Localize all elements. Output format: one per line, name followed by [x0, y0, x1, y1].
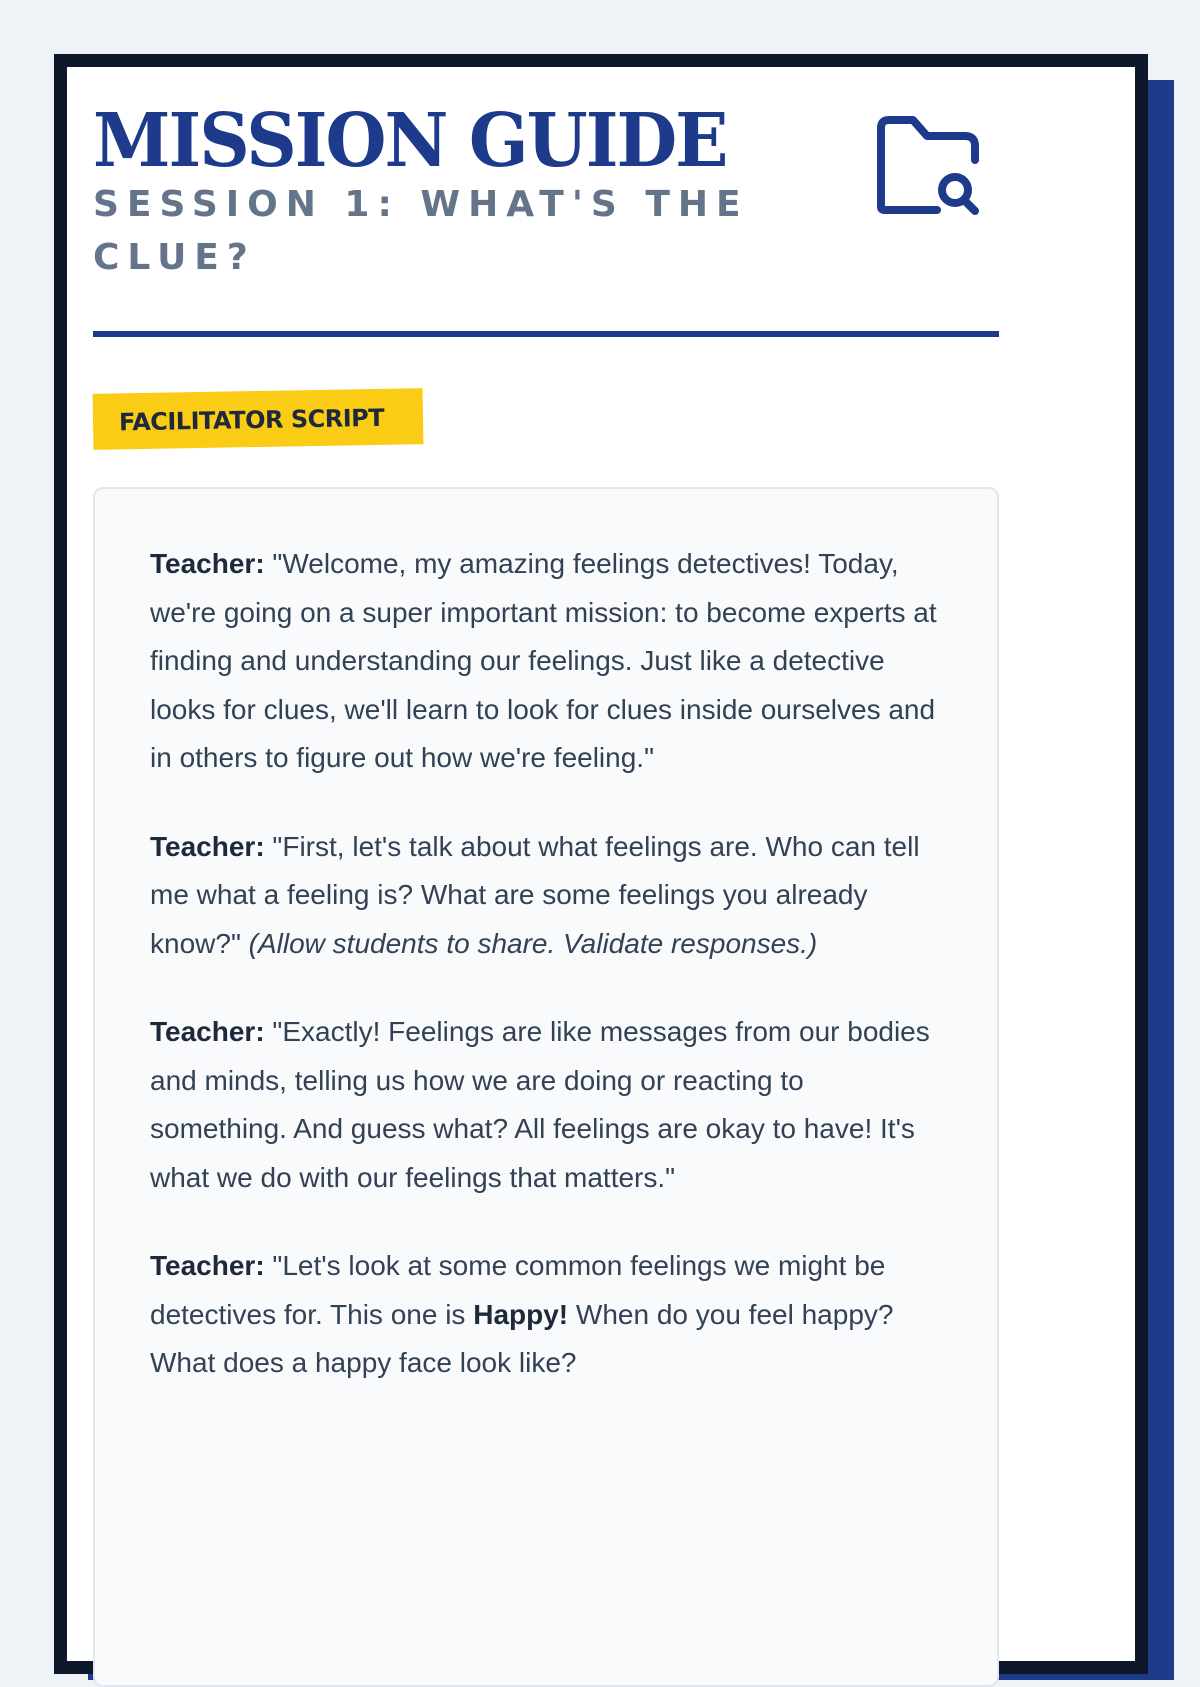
feeling-emphasis: Happy! [473, 1298, 569, 1330]
dialogue-text: "Let's look at some common feelings we might be detectives for. This one is [150, 1250, 886, 1330]
speaker-label: Teacher: [150, 830, 265, 862]
speaker-label: Teacher: [150, 1016, 265, 1047]
script-panel [93, 487, 999, 1687]
script-paragraph [150, 823, 943, 969]
speaker-label: Teacher: [150, 1250, 265, 1281]
folder-search-icon [867, 108, 987, 218]
header [93, 95, 999, 284]
script-paragraph [150, 1008, 943, 1202]
dialogue-text: "Exactly! Feelings are like messages from our bodies and minds, telling us how we are doing or reacting to something. And guess what? All feelings are okay to have! It's what we do with our feelings that matters." [150, 1016, 930, 1193]
session-subtitle: SESSION 1: WHAT'S THE CLUE? [93, 184, 749, 278]
page-title: MISSION GUIDE [93, 95, 727, 184]
script-paragraph [150, 540, 943, 783]
dialogue-text: "First, let's talk about what feelings are. Who can tell me what a feeling is? What are some feelings you already know?" [150, 830, 920, 959]
facilitator-script-label: FACILITATOR SCRIPT [93, 388, 424, 450]
dialogue-text: When do you feel happy? What does a happy face look like? [150, 1298, 894, 1378]
dialogue-text: "Welcome, my amazing feelings detectives! Today, we're going on a super important mission: to become experts at finding and understanding our feelings. Just like a detective looks for clues, we'll learn to look for clues inside ourselves and in others to figure out how we're feeling." [150, 548, 937, 773]
header-divider [93, 331, 999, 337]
speaker-label: Teacher: [150, 548, 265, 579]
script-paragraph [150, 1242, 943, 1388]
stage-direction: (Allow students to share. Validate responses.) [248, 927, 818, 959]
